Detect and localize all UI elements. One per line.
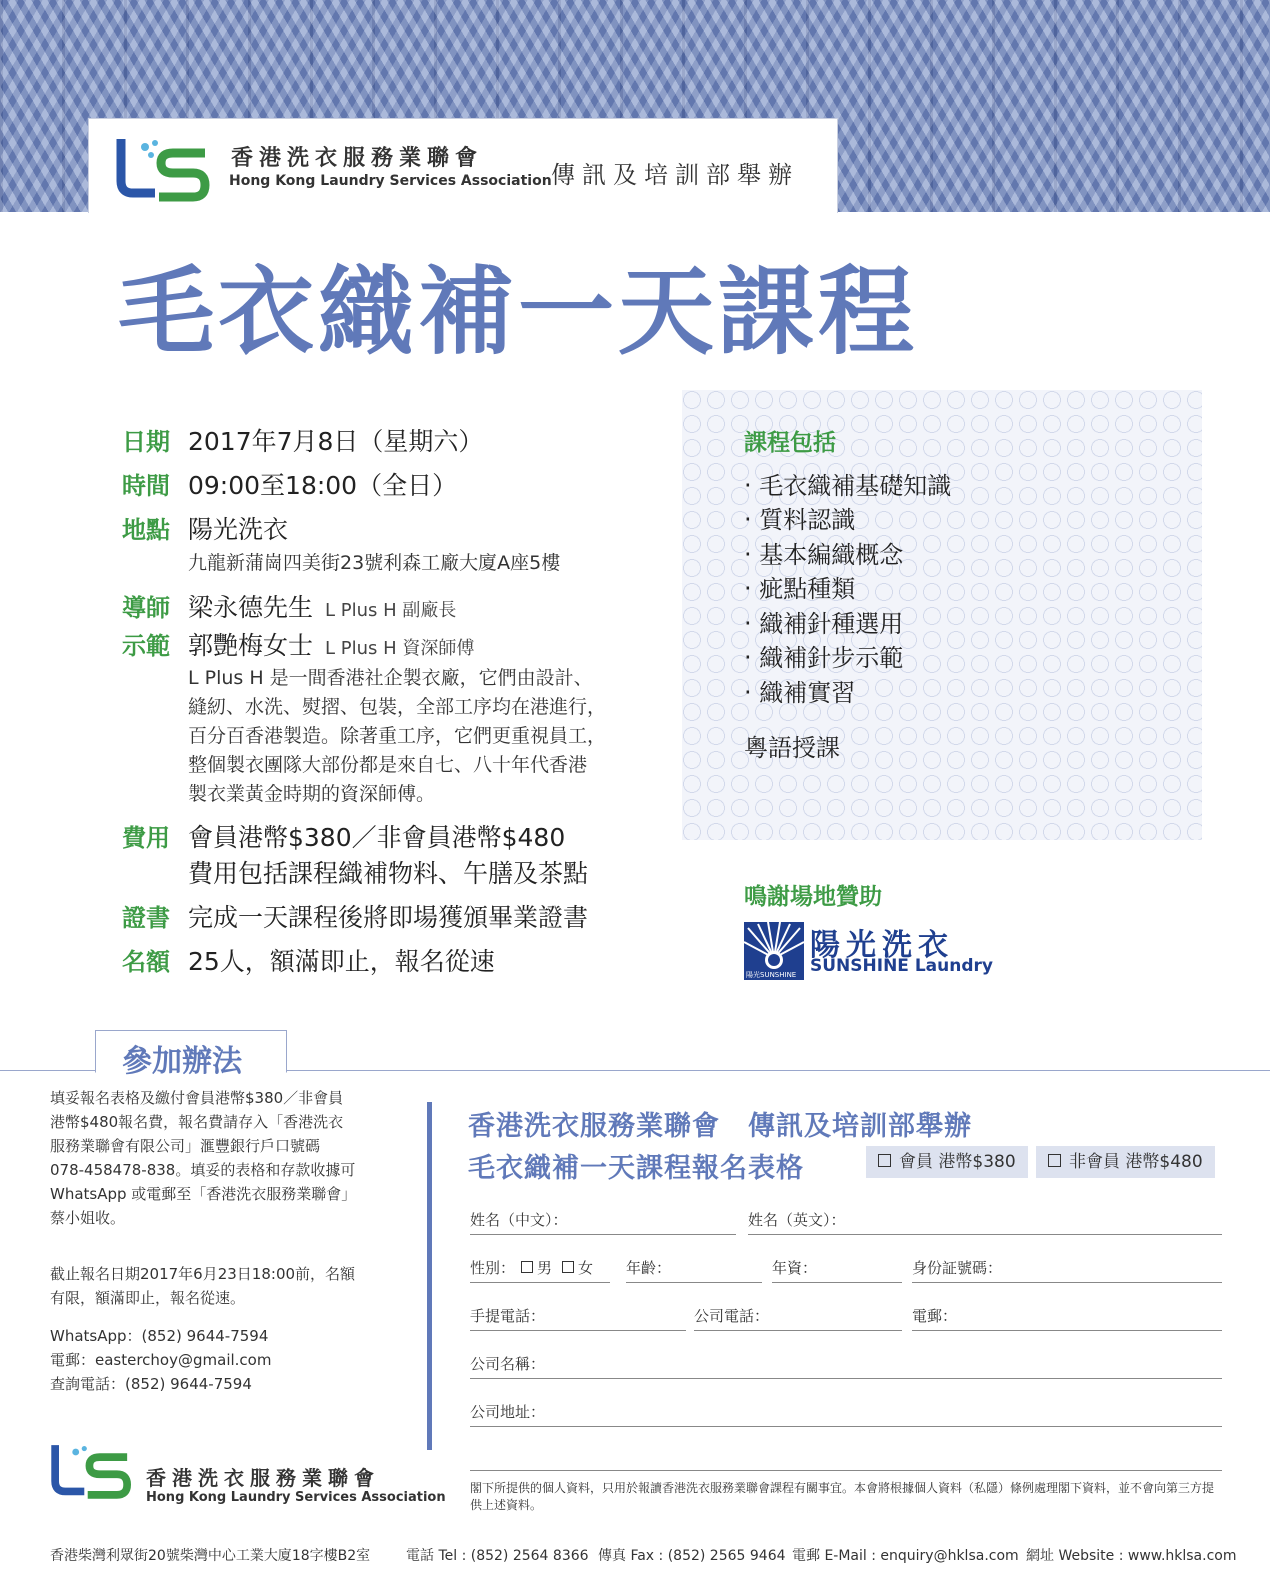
join-instructions [50,1086,390,1230]
sponsor-heading: 鳴謝場地贊助 [744,884,882,910]
contact-block [50,1324,390,1396]
experience-field[interactable] [772,1254,902,1283]
email-label: 電郵： [912,1307,958,1325]
instructor-name: 梁永德先生 [188,593,314,622]
sunshine-laundry-logo [744,922,993,980]
company-intro-line: 縫紉、水洗、熨摺、包裝，全部工序均在港進行， [188,696,607,718]
fee-note: 費用包括課程織補物料、午膳及茶點 [188,859,589,888]
fee-value: 會員港幣$380／非會員港幣$480 [188,823,566,852]
id-number-field[interactable] [912,1254,1222,1283]
company-intro-line: L Plus H 是一間香港社企製衣廠，它們由設計、 [188,667,593,689]
venue-row [122,510,288,546]
venue-address: 九龍新蒲崗四美街23號利森工廠大廈A座5樓 [188,552,561,574]
sponsor-name-zh: 陽光洗衣 [810,928,954,963]
course-heading: 課程包括 [744,430,836,456]
nonmember-option-label: 非會員 港幣$480 [1069,1152,1203,1172]
male-label: 男 [537,1259,553,1277]
sun-icon [744,922,804,980]
quota-label: 名額 [122,948,170,976]
date-label: 日期 [122,428,170,456]
course-language: 粵語授課 [744,734,840,762]
instruction-line: 蔡小姐收。 [50,1209,126,1227]
footer-org-name-zh: 香港洗衣服務業聯會 [146,1466,380,1490]
course-item: ‧ 毛衣織補基礎知識 [744,472,952,500]
company-address-field[interactable] [470,1398,1222,1427]
age-field[interactable] [626,1254,762,1283]
whatsapp-contact: WhatsApp：(852) 9644-7594 [50,1327,269,1345]
certificate-value: 完成一天課程後將即場獲頒畢業證書 [188,903,589,932]
org-name-en: Hong Kong Laundry Services Association [229,173,552,189]
form-title: 毛衣織補一天課程報名表格 [468,1153,804,1184]
age-label: 年齡： [626,1259,672,1277]
company-intro-line: 整個製衣團隊大部份都是來自七、八十年代香港 [188,754,588,776]
deadline-line: 截止報名日期2017年6月23日18:00前，名額 [50,1265,356,1283]
female-label: 女 [578,1259,594,1277]
company-intro-line: 製衣業黃金時期的資深師傅。 [188,783,436,805]
mobile-field[interactable] [470,1302,686,1331]
fee-label: 費用 [122,824,170,852]
time-value: 09:00至18:00（全日） [188,471,458,500]
form-accent-bar [427,1102,432,1450]
hklsa-logo-icon [115,133,213,203]
organizer-dept: 傳訊及培訓部舉辦 [551,161,799,189]
email-field[interactable] [912,1302,1222,1331]
privacy-divider [470,1470,1222,1471]
gender-field [470,1254,610,1283]
phone-contact: 查詢電話：(852) 9644-7594 [50,1375,252,1393]
instruction-line: WhatsApp 或電郵至「香港洗衣服務業聯會」 [50,1185,357,1203]
demonstrator-name: 郭艷梅女士 [188,631,314,660]
quota-row [122,942,495,978]
company-intro [188,664,658,809]
instructor-label: 導師 [122,594,170,622]
member-checkbox[interactable] [878,1154,891,1167]
member-option-label: 會員 港幣$380 [899,1152,1016,1172]
org-name-zh: 香港洗衣服務業聯會 [231,146,484,171]
form-title-organizer: 香港洗衣服務業聯會 傳訊及培訓部舉辦 [468,1111,972,1142]
company-address-label: 公司地址： [470,1403,546,1421]
instruction-line: 港幣$480報名費，報名費請存入「香港洗衣 [50,1113,344,1131]
deadline-note [50,1262,390,1310]
company-intro-line: 百分百香港製造。除著重工序，它們更重視員工， [188,725,607,747]
instruction-line: 服務業聯會有限公司」滙豐銀行戶口號碼 [50,1137,321,1155]
footer-fax: 傳真 Fax : (852) 2565 9464 [598,1548,786,1564]
deadline-line: 有限，額滿即止，報名從速。 [50,1289,246,1307]
course-item: ‧ 織補針種選用 [744,610,904,638]
id-number-label: 身份証號碼： [912,1259,1003,1277]
office-phone-label: 公司電話： [694,1307,770,1325]
demonstrator-row [122,626,474,662]
experience-label: 年資： [772,1259,818,1277]
instructor-title: L Plus H 副廠長 [325,600,457,621]
footer-tel: 電話 Tel : (852) 2564 8366 [406,1548,589,1564]
sun-icon-caption: 陽光SUNSHINE [746,971,797,979]
time-row [122,466,457,502]
demonstrator-title: L Plus H 資深師傅 [325,638,475,659]
venue-label: 地點 [122,516,170,544]
name-zh-field[interactable] [470,1206,736,1235]
gender-label: 性別： [470,1259,516,1277]
demonstrator-label: 示範 [122,632,170,660]
name-zh-label: 姓名（中文）： [470,1211,568,1229]
footer-address: 香港柴灣利眾街20號柴灣中心工業大廈18字樓B2室 [50,1548,371,1564]
certificate-row [122,898,588,934]
course-item: ‧ 質料認識 [744,506,856,534]
venue-value: 陽光洗衣 [188,515,289,544]
instruction-line: 填妥報名表格及繳付會員港幣$380／非會員 [50,1089,344,1107]
instructor-row [122,588,456,624]
female-checkbox[interactable] [562,1261,574,1273]
privacy-note: 閣下所提供的個人資料，只用於報讀香港洗衣服務業聯會課程有關事宜。本會將根據個人資料（私隱）條例處理閣下資料，並不會向第三方提供上述資料。 [470,1481,1215,1512]
member-fee-option[interactable] [866,1146,1028,1178]
nonmember-fee-option[interactable] [1036,1146,1215,1178]
header-card [88,118,838,213]
page-title: 毛衣織補一天課程 [118,256,918,368]
office-phone-field[interactable] [694,1302,902,1331]
date-value: 2017年7月8日（星期六） [188,427,484,456]
course-item: ‧ 疵點種類 [744,575,856,603]
fee-row [122,818,565,854]
company-name-field[interactable] [470,1350,1222,1379]
course-item: ‧ 基本編織概念 [744,541,904,569]
course-item: ‧ 織補實習 [744,679,856,707]
nonmember-checkbox[interactable] [1048,1154,1061,1167]
time-label: 時間 [122,472,170,500]
email-contact: 電郵：easterchoy@gmail.com [50,1351,272,1369]
course-item: ‧ 織補針步示範 [744,644,904,672]
hklsa-footer-logo-icon [50,1440,134,1500]
footer-org-name-en: Hong Kong Laundry Services Association [146,1490,446,1505]
date-row [122,422,483,458]
footer-website: 網址 Website : www.hklsa.com [1026,1548,1237,1564]
sponsor-name-en: SUNSHINE Laundry [810,956,993,976]
name-en-field[interactable] [748,1206,1222,1235]
mobile-label: 手提電話： [470,1307,546,1325]
company-name-label: 公司名稱： [470,1355,546,1373]
footer-email: 電郵 E-Mail : enquiry@hklsa.com [792,1548,1019,1564]
quota-value: 25人，額滿即止，報名從速 [188,947,495,976]
join-section-title: 參加辦法 [122,1044,242,1079]
certificate-label: 證書 [122,904,170,932]
instruction-line: 078-458478-838。填妥的表格和存款收據可 [50,1161,356,1179]
name-en-label: 姓名（英文）： [748,1211,846,1229]
male-checkbox[interactable] [521,1261,533,1273]
